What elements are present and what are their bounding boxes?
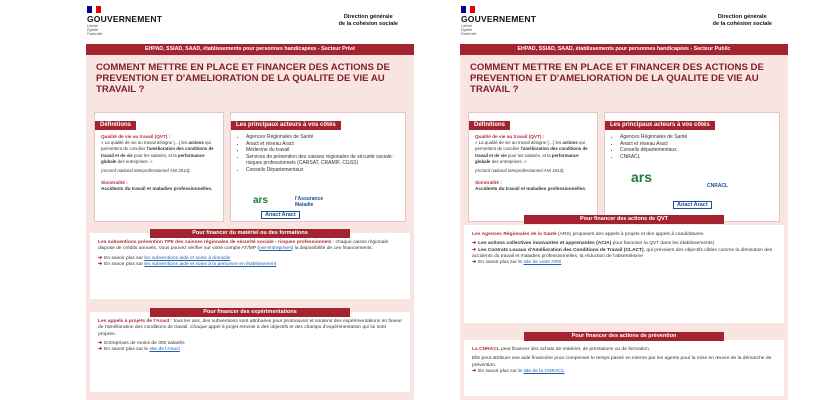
acteurs-list [611,134,773,160]
acteurs-box [230,112,406,222]
list-item: • Conseils départementaux [620,147,773,154]
arrow-right-icon: ➔ [98,255,103,261]
definitions-header: Définitions [95,121,136,130]
list-item: • Conseils Départementaux [246,167,399,174]
list-item: • Services de prévention des caisses régionales de sécurité sociale : risques professionnels (CARSAT, CRAMIF, CGSS) [246,154,399,167]
accord-ref: (Accord national interprofessionnel ANI 2013). [101,168,191,174]
list-item: • Médecine du travail [246,147,399,154]
gov-logo-text: GOUVERNEMENT [461,14,537,24]
sector-banner: EHPAD, SSIAD, SAAD, établissements pour personnes handicapées - Secteur Privé [86,44,414,55]
arrow-right-icon: ➔ [472,368,477,374]
acteurs-header: Les principaux acteurs à vos côtés [605,121,715,130]
qvt-quote: « La qualité de vie au travail désigne […] les actions qui permettent de concilier l'amélioration des conditions de travail et de vie pour les salariés, et la performance globale des entreprises. » [475,140,588,164]
materiel-lead: Les subventions prévention TPE des caisses régionales de sécurité sociale - risques professionnels : chaque caisse régionale dispose de crédits annuels. Vous pouvez vérifier sur votre compte AT/MP (net-entreprises) la disponibilité de ces financements. [98,240,389,252]
experimentations-section: Les appels à projets de l'Anact : tous les ans, des subventions sont attribuées pour promouvoir et soutenir des expérimentations en faveur de l'amélioration des conditions de travail. Chaque appel à projet renvoie à des objectifs et des champs d'expérimentation qui lui sont propres. ➔ Entreprises de moins de 300 salariés ➔ En savoir plus sur le site de l'Anact [90,312,410,392]
prevention-header: Pour financer des actions de prévention [524,332,724,341]
gov-logo-text: GOUVERNEMENT [87,14,163,24]
document-title: COMMENT METTRE EN PLACE ET FINANCER DES ACTIONS DE PREVENTION ET D'AMELIORATION DE LA QUALITE DE VIE AU TRAVAIL ? [96,62,390,95]
page-header [80,0,428,44]
list-item: • Anact et réseau Aract [246,141,399,148]
definitions-header: Définitions [469,121,510,130]
qvt-quote: « La qualité de vie au travail désigne […] les actions qui permettent de concilier l'amélioration des conditions de travail et de vie pour les salariés, et la performance globale des entreprises. » [101,140,214,164]
sinistralite-text: Accidents du travail et maladies professionnelles. [101,186,213,192]
arrow-right-icon: ➔ [472,260,477,266]
content-card [460,44,788,400]
cnracl-logo: CNRACL [707,183,729,189]
page-header [454,0,802,44]
direction-label: Direction générale de la cohésion sociale [338,14,398,27]
direction-label: Direction générale de la cohésion sociale [712,14,772,27]
document-page-private [80,0,428,400]
net-entreprises-link[interactable]: net-entreprises [259,246,292,252]
sinistralite-label: Sinistralité : [101,180,128,186]
anact-logo: Anact Aract [673,201,712,209]
document-title: COMMENT METTRE EN PLACE ET FINANCER DES ACTIONS DE PREVENTION ET D'AMELIORATION DE LA QUALITE DE VIE AU TRAVAIL ? [470,62,764,95]
acteurs-list [237,134,399,173]
experimentations-header: Pour financer des expérimentations [150,308,350,317]
french-flag-icon [461,6,475,13]
acteurs-header: Les principaux acteurs à vos côtés [231,121,341,130]
ars-logo: ars [631,169,653,185]
arrow-right-icon: ➔ [472,241,477,247]
arrow-right-icon: ➔ [98,347,103,353]
gov-motto: Liberté Égalité Fraternité [461,24,477,36]
arrow-right-icon: ➔ [98,340,103,346]
subventions-domicile-link[interactable]: les subventions aide et soins à domicile [144,255,231,261]
prevention-text: Elle peut attribuer une aide financière pour compenser le temps passé en interne par les agents pour la mise en œuvre de la démarche de prévention. [472,356,772,368]
qvt-lead: Les Agences Régionales de la Santé (ARS) proposent des appels à projets et des appels à candidatures [472,232,704,237]
sinistralite-text: Accidents du travail et maladies professionnelles. [475,186,587,192]
qvt-label: Qualité de vie au travail (QVT) : [475,134,545,139]
anact-logo: Anact Aract [261,211,300,219]
materiel-header: Pour financer du matériel ou des formations [150,229,350,238]
subventions-etablissement-link[interactable]: les subventions aide et soins à la personne en établissement [144,261,277,267]
accord-ref: (Accord national interprofessionnel ANI 2013). [475,168,565,174]
list-item: • Agences Régionales de Santé [620,134,773,141]
materiel-section: Les subventions prévention TPE des caisses régionales de sécurité sociale - risques professionnels : chaque caisse régionale dispose de crédits annuels. Vous pouvez vérifier sur votre compte AT/MP (net-entreprises) la disponibilité de ces financements. ➔ En savoir plus sur les subventions aide et soins à domicile ➔ En savoir plus sur les subventions aide et soins à la personne en établissement [90,233,410,299]
french-flag-icon [87,6,101,13]
gov-motto: Liberté Égalité Fraternité [87,24,103,36]
definitions-box [468,112,598,222]
anact-site-link[interactable]: site de l'Anact [149,347,180,353]
experimentations-lead: Les appels à projets de l'Anact : tous les ans, des subventions sont attribuées pour promouvoir et soutenir des expérimentations en faveur de l'amélioration des conditions de travail. Chaque appel à projet renvoie à des objectifs et des champs d'expérimentation qui lui sont propres. [98,319,402,337]
qvt-header: Pour financer des actions de QVT [524,215,724,224]
ars-logo: ars [253,195,269,206]
prevention-lead: La CNRACL peut financer des achats de matériel, de prestations ou de formation. [472,347,651,352]
list-item: • Anact et réseau Aract [620,141,773,148]
sinistralite-label: Sinistralité : [475,180,502,186]
document-page-public [454,0,802,400]
list-item: • CNRACL [620,154,773,161]
list-item: • Agences Régionales de Santé [246,134,399,141]
assurance-maladie-logo: l'Assurance Maladie [295,196,324,208]
definitions-box [94,112,224,222]
ars-site-link[interactable]: site de votre ARS [523,260,562,266]
content-card [86,44,414,400]
prevention-section: La CNRACL peut financer des achats de matériel, de prestations ou de formation. Elle peut attribuer une aide financière pour compenser le temps passé en interne par les agents pour la mise en œuvre de la démarche de prévention. ➔ En savoir plus sur le site de la CNRACL [464,340,784,396]
cnracl-site-link[interactable]: site de la CNRACL [523,368,565,374]
qvt-label: Qualité de vie au travail (QVT) : [101,134,171,139]
arrow-right-icon: ➔ [98,261,103,267]
arrow-right-icon: ➔ [472,247,477,253]
qvt-section: Les Agences Régionales de la Santé (ARS) proposent des appels à projets et des appels à candidatures ➔ Les actions collectives innovantes et apprenantes (ACIA) pour favoriser la QVT dans les établissements) ➔ Les Contrats Locaux d'Amélioration des Conditions de Travail (CLACT), qui prévoient des objectifs cibles comme la diminution des accidents du travail et maladies professionnelles, la réduction de l'absentéisme ➔ En savoir plus sur le site de votre ARS [464,225,784,323]
sector-banner: EHPAD, SSIAD, SAAD, établissements pour personnes handicapées - Secteur Public [460,44,788,55]
acteurs-box [604,112,780,222]
